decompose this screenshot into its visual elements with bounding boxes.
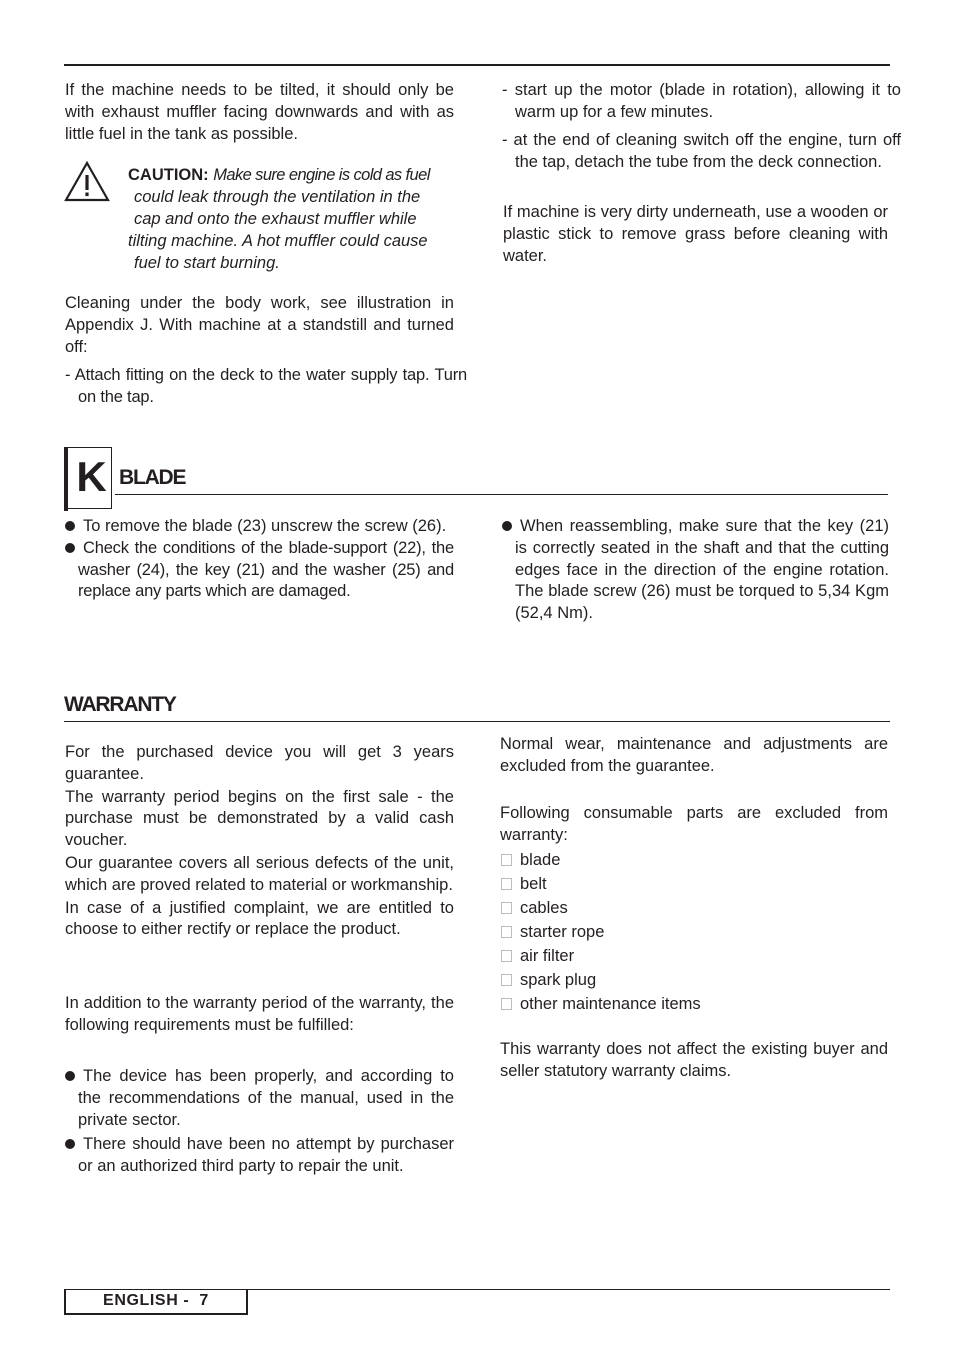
checkbox-icon bbox=[501, 950, 512, 962]
caution-text: Make sure engine is cold as fuel bbox=[213, 166, 430, 184]
warranty-paragraph: For the purchased device you will get 3 years guarantee. bbox=[65, 743, 454, 783]
list-item-text: other maintenance items bbox=[520, 995, 701, 1013]
warning-icon bbox=[64, 160, 110, 202]
caution-text: tilting machine. A hot muffler could cause bbox=[128, 232, 428, 250]
warranty-rule bbox=[64, 721, 890, 722]
blade-right-list bbox=[502, 516, 889, 625]
cleaning-paragraph: Cleaning under the body work, see illustration in Appendix J. With machine at a standstill and turned off: bbox=[65, 294, 454, 356]
list-item-text: Check the conditions of the blade-support (22), the washer (24), the key (21) and the washer (25) and replace any parts which are damaged. bbox=[78, 538, 454, 601]
list-item bbox=[65, 538, 454, 603]
statutory-claims-paragraph: This warranty does not affect the existing buyer and seller statutory warranty claims. bbox=[500, 1040, 888, 1080]
bullet-icon bbox=[65, 1139, 75, 1149]
bullet-icon bbox=[502, 521, 512, 531]
caution-label: CAUTION: bbox=[128, 166, 209, 184]
warranty-paragraph: The warranty period begins on the first sale - the purchase must be demonstrated by a valid cash voucher. bbox=[65, 787, 454, 850]
checkbox-icon bbox=[501, 902, 512, 914]
top-rule bbox=[64, 64, 890, 66]
caution-text: cap and onto the exhaust muffler while bbox=[134, 210, 417, 228]
list-item bbox=[501, 872, 881, 896]
end-cleaning-step: - at the end of cleaning switch off the engine, turn off the tap, detach the tube from the deck connection. bbox=[502, 131, 901, 171]
list-item-text: air filter bbox=[520, 947, 575, 965]
warranty-left-column bbox=[65, 742, 454, 941]
warranty-requirements-list bbox=[65, 1066, 454, 1178]
list-item bbox=[65, 1066, 454, 1131]
list-item bbox=[501, 992, 881, 1016]
page-label: ENGLISH - 7 bbox=[103, 1292, 209, 1309]
checkbox-icon bbox=[501, 926, 512, 938]
list-item-text: The device has been properly, and according to the recommendations of the manual, used in the private sector. bbox=[78, 1067, 454, 1129]
checkbox-icon bbox=[501, 878, 512, 890]
consumables-list bbox=[501, 848, 881, 1016]
checkbox-icon bbox=[501, 854, 512, 866]
checkbox-icon bbox=[501, 998, 512, 1010]
list-item-text: spark plug bbox=[520, 971, 597, 989]
start-motor-step: - start up the motor (blade in rotation), allowing it to warm up for a few minutes. bbox=[502, 81, 901, 121]
section-letter: K bbox=[76, 453, 106, 500]
tilt-paragraph: If the machine needs to be tilted, it should only be with exhaust muffler facing downwards and with as little fuel in the tank as possible. bbox=[65, 81, 454, 143]
warranty-title: WARRANTY bbox=[64, 693, 176, 716]
bullet-icon bbox=[65, 521, 75, 531]
list-item-text: cables bbox=[520, 899, 568, 917]
list-item bbox=[65, 516, 454, 538]
list-item bbox=[65, 1134, 454, 1178]
blade-title: BLADE bbox=[119, 466, 186, 489]
page-label-box bbox=[64, 1289, 248, 1315]
bullet-icon bbox=[65, 543, 75, 553]
blade-rule bbox=[115, 494, 888, 495]
list-item bbox=[501, 968, 881, 992]
list-item bbox=[502, 516, 889, 625]
list-item bbox=[501, 848, 881, 872]
list-item bbox=[501, 896, 881, 920]
attach-fitting-step: - Attach fitting on the deck to the water supply tap. Turn on the tap. bbox=[65, 366, 467, 406]
list-item bbox=[501, 920, 881, 944]
warranty-paragraph: In case of a justified complaint, we are entitled to choose to either rectify or replace the product. bbox=[65, 898, 454, 939]
list-item-text: blade bbox=[520, 851, 561, 869]
caution-text: fuel to start burning. bbox=[134, 254, 280, 272]
caution-line bbox=[128, 164, 458, 186]
warranty-paragraph: Our guarantee covers all serious defects of the unit, which are proved related to material or workmanship. bbox=[65, 853, 454, 894]
list-item bbox=[501, 944, 881, 968]
consumables-intro: Following consumable parts are excluded from warranty: bbox=[500, 804, 888, 844]
normal-wear-paragraph: Normal wear, maintenance and adjustments are excluded from the guarantee. bbox=[500, 735, 888, 775]
list-item-text: starter rope bbox=[520, 923, 605, 941]
list-item-text: When reassembling, make sure that the key (21) is correctly seated in the shaft and that the cutting edges face in the direction of the engine rotation. The blade screw (26) must be torqued to 5,34 Kgm (52,4 Nm). bbox=[515, 517, 889, 623]
warranty-requirements-intro: In addition to the warranty period of the warranty, the following requirements must be fulfilled: bbox=[65, 994, 454, 1034]
caution-block bbox=[128, 164, 458, 274]
blade-left-list bbox=[65, 516, 454, 603]
bullet-icon bbox=[65, 1071, 75, 1081]
dirty-underneath-paragraph: If machine is very dirty underneath, use a wooden or plastic stick to remove grass before cleaning with water. bbox=[503, 203, 888, 265]
section-k-badge bbox=[64, 447, 112, 511]
checkbox-icon bbox=[501, 974, 512, 986]
list-item-text: There should have been no attempt by purchaser or an authorized third party to repair the unit. bbox=[78, 1135, 454, 1176]
list-item-text: belt bbox=[520, 875, 547, 893]
caution-text: could leak through the ventilation in the bbox=[134, 188, 421, 206]
list-item-text: To remove the blade (23) unscrew the screw (26). bbox=[83, 517, 447, 535]
